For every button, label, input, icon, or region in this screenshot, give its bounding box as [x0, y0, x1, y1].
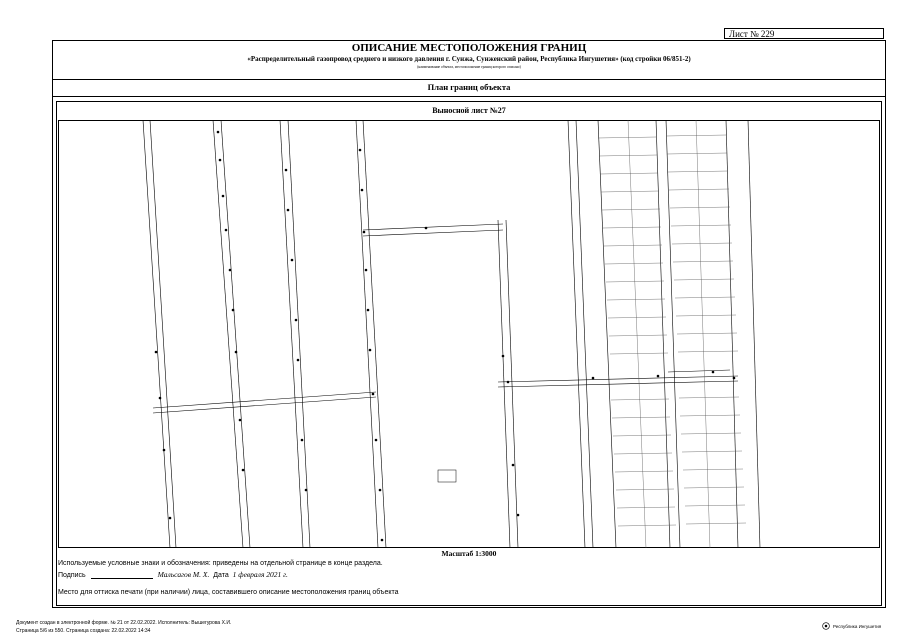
- logo-text: Республика Ингушетия: [833, 623, 882, 629]
- date-label: Дата: [213, 572, 229, 579]
- building-outline: [438, 470, 456, 482]
- signature-row: [58, 570, 288, 579]
- document-subtitle: «Распределительный газопровод среднего и низкого давления г. Сунжа, Сунженский район, Республика Ингушетия» (код стройки 06/851-2): [247, 55, 691, 63]
- legend-note: Используемые условные знаки и обозначения: приведены на отдельной странице в конце раздела.: [58, 560, 383, 567]
- boundary-points: [155, 131, 736, 542]
- footer-line-1: Документ создан в электронной форме. № 21 от 22.02.2022. Исполнитель: Вышегурова Х.И.: [16, 620, 232, 626]
- sheet-title: Выносной лист №27: [432, 106, 506, 115]
- road-lines: [143, 120, 760, 548]
- signer-name: Мальсагов М. Х.: [157, 570, 210, 579]
- footer-line-2: Страница 5/6 из 550. Страница создана: 22.02.2022 14:34: [16, 628, 151, 634]
- subtitle-note: (наименование объекта, местоположение границ которого описано): [417, 65, 521, 69]
- sheet-number: Лист № 229: [724, 28, 884, 39]
- plan-title: План границ объекта: [427, 82, 511, 92]
- signature-line: [91, 571, 153, 579]
- map-scale: Масштаб 1:3000: [441, 549, 497, 558]
- cadastral-map: [58, 120, 880, 548]
- seal-place: Место для оттиска печати (при наличии) лица, составившего описание местоположения границ объекта: [58, 589, 399, 596]
- footer-logo: [822, 622, 881, 630]
- emblem-icon: [822, 622, 830, 630]
- signature-date: 1 февраля 2021 г.: [232, 570, 288, 579]
- parcel-grid: [598, 120, 746, 548]
- document-title: ОПИСАНИЕ МЕСТОПОЛОЖЕНИЯ ГРАНИЦ: [351, 42, 587, 54]
- signature-label: Подпись: [58, 572, 86, 579]
